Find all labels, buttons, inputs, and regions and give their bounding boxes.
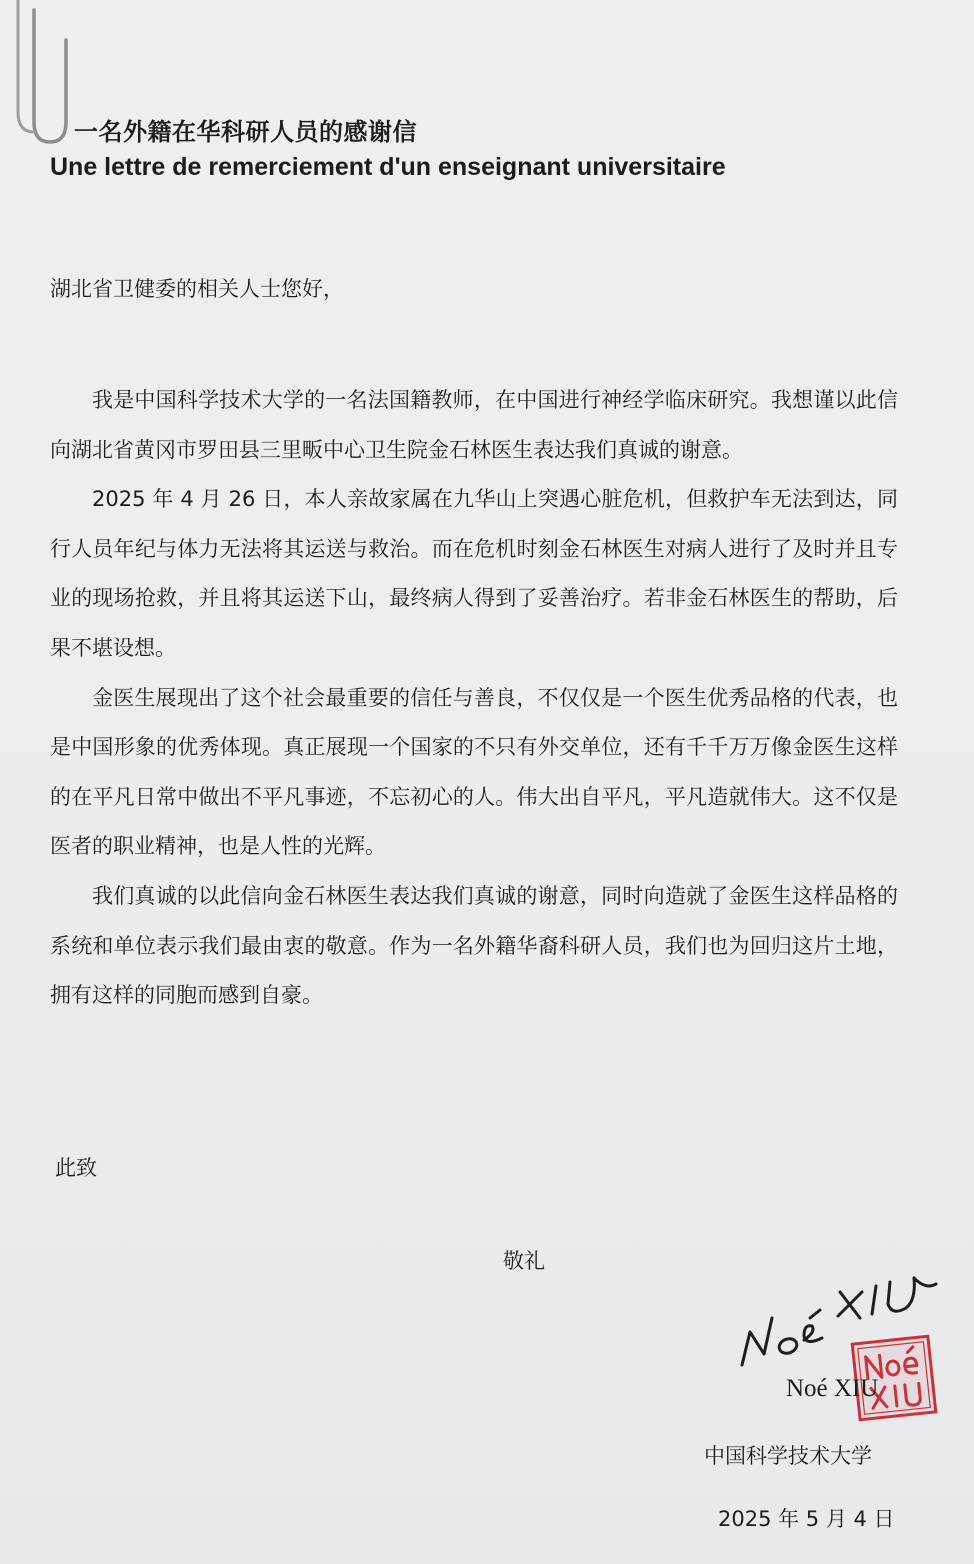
signer-institution: 中国科学技术大学: [704, 1444, 872, 1468]
signer-name: Noé XIU: [786, 1375, 879, 1402]
closing-phrase: 此致: [55, 1156, 97, 1180]
letter-title-chinese: 一名外籍在华科研人员的感谢信: [74, 118, 417, 146]
body-paragraph: 2025 年 4 月 26 日，本人亲故家属在九华山上突遇心脏危机，但救护车无法到达，同行人员年纪与体力无法将其运送与救治。而在危机时刻金石林医生对病人进行了及时并且专业的现场抢救，并且将其运送下山，最终病人得到了妥善治疗。若非金石林医生的帮助，后果不堪设想。: [50, 487, 898, 660]
salutation: 湖北省卫健委的相关人士您好，: [50, 277, 344, 301]
letter-body: [50, 376, 898, 1021]
regards-phrase: 敬礼: [503, 1249, 545, 1273]
letter-title-french: Une lettre de remerciement d'un enseignant universitaire: [50, 153, 726, 181]
paper-clip-icon: [6, 0, 76, 150]
body-paragraph: 我们真诚的以此信向金石林医生表达我们真诚的谢意，同时向造就了金医生这样品格的系统和单位表示我们最由衷的敬意。作为一名外籍华裔科研人员，我们也为回归这片土地，拥有这样的同胞而感到自豪。: [50, 883, 898, 1008]
body-paragraph: 我是中国科学技术大学的一名法国籍教师，在中国进行神经学临床研究。我想谨以此信向湖北省黄冈市罗田县三里畈中心卫生院金石林医生表达我们真诚的谢意。: [50, 388, 898, 462]
body-paragraph: 金医生展现出了这个社会最重要的信任与善良，不仅仅是一个医生优秀品格的代表，也是中国形象的优秀体现。真正展现一个国家的不只有外交单位，还有千千万万像金医生这样的在平凡日常中做出不平凡事迹，不忘初心的人。伟大出自平凡，平凡造就伟大。这不仅是医者的职业精神，也是人性的光辉。: [50, 685, 898, 859]
letter-date: 2025 年 5 月 4 日: [718, 1507, 895, 1531]
